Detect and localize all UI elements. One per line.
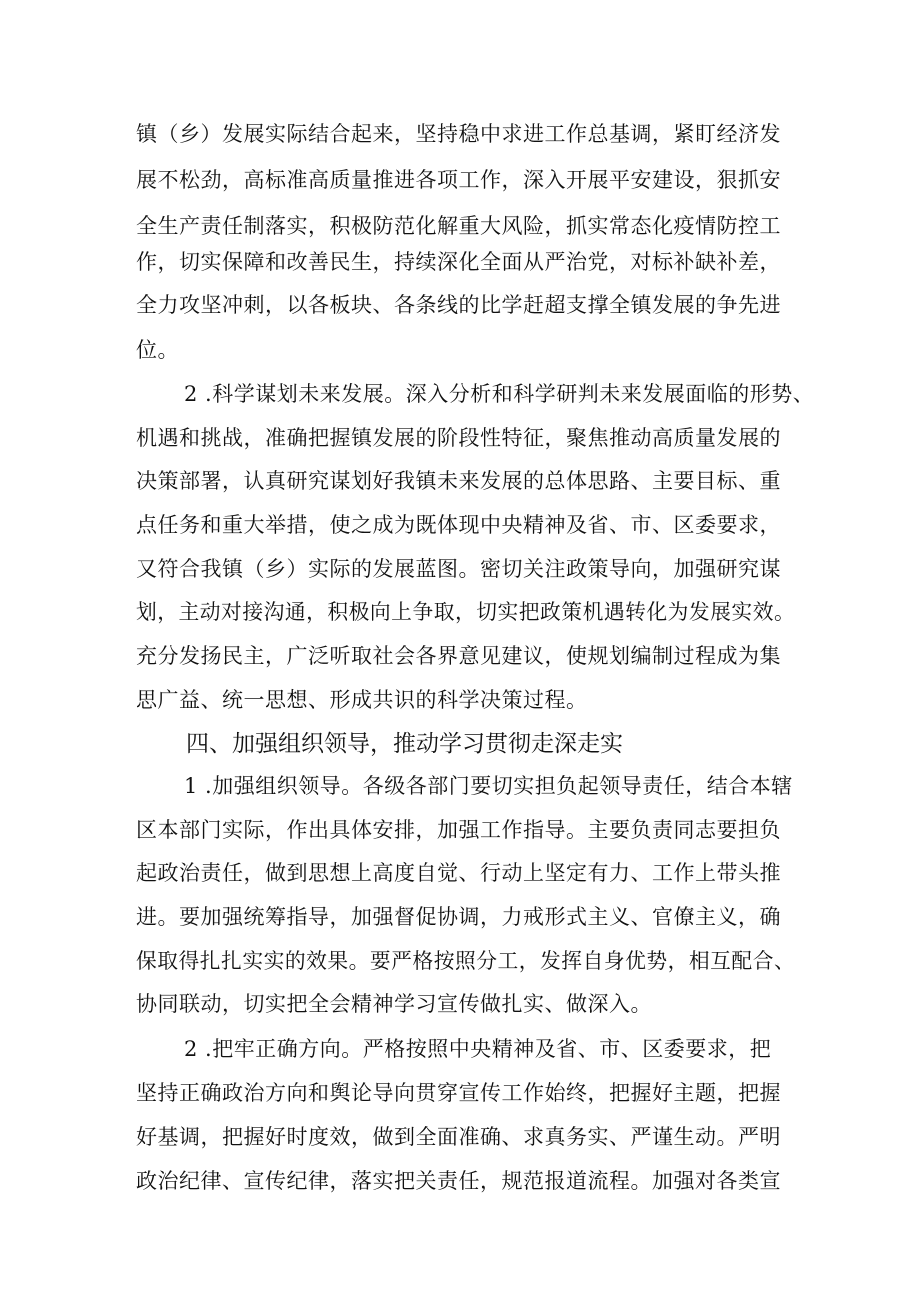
paragraph-line: 全力攻坚冲刺，以各板块、各条线的比学赶超支撑全镇发展的争先进 <box>136 293 781 317</box>
paragraph-line: 政治纪律、宣传纪律，落实把关责任，规范报道流程。加强对各类宣 <box>136 1169 781 1193</box>
paragraph-line: 2 .把牢正确方向。严格按照中央精神及省、市、区委要求，把 <box>184 1037 772 1061</box>
paragraph-line: 位。 <box>136 338 179 362</box>
paragraph-line: 2 .科学谋划未来发展。深入分析和科学研判未来发展面临的形势、 <box>184 382 815 406</box>
paragraph-line: 作，切实保障和改善民生，持续深化全面从严治党，对标补缺补差， <box>136 250 781 274</box>
paragraph-line: 协同联动，切实把全会精神学习宣传做扎实、做深入。 <box>136 992 652 1016</box>
paragraph-line: 好基调，把握好时度效，做到全面准确、求真务实、严谨生动。严明 <box>136 1125 781 1149</box>
paragraph-line: 决策部署，认真研究谋划好我镇未来发展的总体思路、主要目标、重 <box>136 469 781 493</box>
paragraph-line: 进。要加强统筹指导，加强督促协调，力戒形式主义、官僚主义，确 <box>136 905 781 929</box>
paragraph-line: 又符合我镇（乡）实际的发展蓝图。密切关注政策导向，加强研究谋 <box>136 557 781 581</box>
paragraph-line: 点任务和重大举措，使之成为既体现中央精神及省、市、区委要求， <box>136 513 781 537</box>
paragraph-line: 思广益、统一思想、形成共识的科学决策过程。 <box>136 688 588 712</box>
section-heading: 四、加强组织领导，推动学习贯彻走深走实 <box>186 731 623 757</box>
paragraph-line: 保取得扎扎实实的效果。要严格按照分工，发挥自身优势，相互配合、 <box>136 949 796 973</box>
paragraph-line: 区本部门实际，作出具体安排，加强工作指导。主要负责同志要担负 <box>136 818 781 842</box>
paragraph-line: 坚持正确政治方向和舆论导向贯穿宣传工作始终，把握好主题，把握 <box>136 1081 781 1105</box>
paragraph-line: 充分发扬民主，广泛听取社会各界意见建议，使规划编制过程成为集 <box>136 644 781 668</box>
paragraph-line: 展不松劲，高标准高质量推进各项工作，深入开展平安建设，狠抓安 <box>136 168 781 192</box>
paragraph-line: 划，主动对接沟通，积极向上争取，切实把政策机遇转化为发展实效。 <box>136 600 796 624</box>
paragraph-line: 全生产责任制落实，积极防范化解重大风险，抓实常态化疫情防控工 <box>136 214 781 238</box>
paragraph-line: 机遇和挑战，准确把握镇发展的阶段性特征，聚焦推动高质量发展的 <box>136 426 781 450</box>
paragraph-line: 起政治责任，做到思想上高度自觉、行动上坚定有力、工作上带头推 <box>136 861 781 885</box>
paragraph-line: 镇（乡）发展实际结合起来，坚持稳中求进工作总基调，紧盯经济发 <box>136 122 781 146</box>
paragraph-line: 1 .加强组织领导。各级各部门要切实担负起领导责任，结合本辖 <box>184 774 793 798</box>
